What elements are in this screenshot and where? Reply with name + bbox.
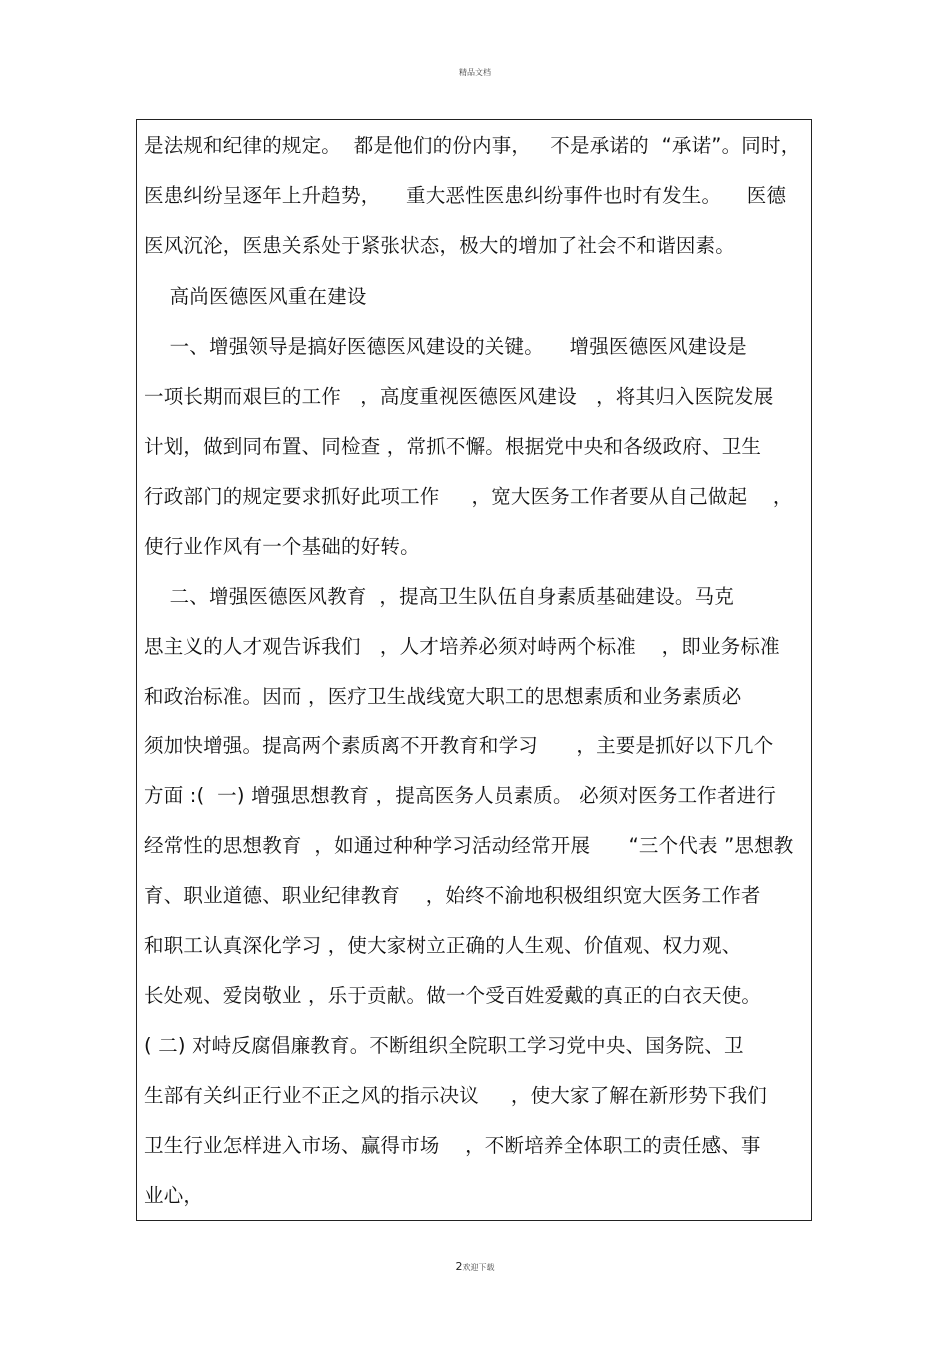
text-line: 行政部门的规定要求抓好此项工作 ，宽大医务工作者要从自己做起 ， [144,485,793,508]
footer-watermark: 欢迎下载 [462,1263,495,1272]
text-line: 计划，做到同布置、同检查 ，常抓不懈。根据党中央和各级政府、卫生 [144,435,762,458]
text-line: 业心， [144,1184,204,1207]
text-line: 医风沉沦，医患关系处于紧张状态，极大的增加了社会不和谐因素。 [144,234,736,257]
text-line: 和职工认真深化学习 ，使大家树立正确的人生观、价值观、权力观、 [144,934,742,957]
text-line: 一项长期而艰巨的工作 ，高度重视医德医风建设 ，将其归入医院发展 [144,385,774,408]
text-line: ( 二) 对峙反腐倡廉教育。不断组织全院职工学习党中央、国务院、卫 [144,1034,744,1057]
page-footer [0,1260,950,1273]
text-line: 生部有关纠正行业不正之风的指示决议 ，使大家了解在新形势下我们 [144,1084,767,1107]
header-watermark: 精品文档 [459,68,491,77]
text-line: 育、职业道德、职业纪律教育 ，始终不渝地积极组织宽大医务工作者 [144,884,761,907]
page-number: 2 [455,1260,463,1273]
text-line: 二、增强医德医风教育 ，提高卫生队伍自身素质基础建设。马克 [144,585,734,608]
text-line: 是法规和纪律的规定。 都是他们的份内事， 不是承诺的 “承诺”。同时， [144,134,801,157]
text-line: 医患纠纷呈逐年上升趋势， 重大恶性医患纠纷事件也时有发生。 医德 [144,184,787,207]
text-line: 思主义的人才观告诉我们 ，人才培养必须对峙两个标准 ，即业务标准 [144,635,780,658]
text-line: 卫生行业怎样进入市场、赢得市场 ，不断培养全体职工的责任感、事 [144,1134,761,1157]
section-heading: 高尚医德医风重在建设 [144,285,367,308]
text-line: 方面 :( 一) 增强思想教育 ，提高医务人员素质。 必须对医务工作者进行 [144,784,777,807]
text-line: 使行业作风有一个基础的好转。 [144,535,420,558]
text-line: 经常性的思想教育 ，如通过种种学习活动经常开展 “三个代表 ”思想教 [144,834,794,857]
text-line: 一、增强领导是搞好医德医风建设的关键。 增强医德医风建设是 [144,335,747,358]
text-line: 须加快增强。提高两个素质离不开教育和学习 ，主要是抓好以下几个 [144,734,774,757]
text-line: 长处观、爱岗敬业 ，乐于贡献。做一个受百姓爱戴的真正的白衣天使。 [144,984,762,1007]
text-line: 和政治标准。因而 ，医疗卫生战线宽大职工的思想素质和业务素质必 [144,685,742,708]
